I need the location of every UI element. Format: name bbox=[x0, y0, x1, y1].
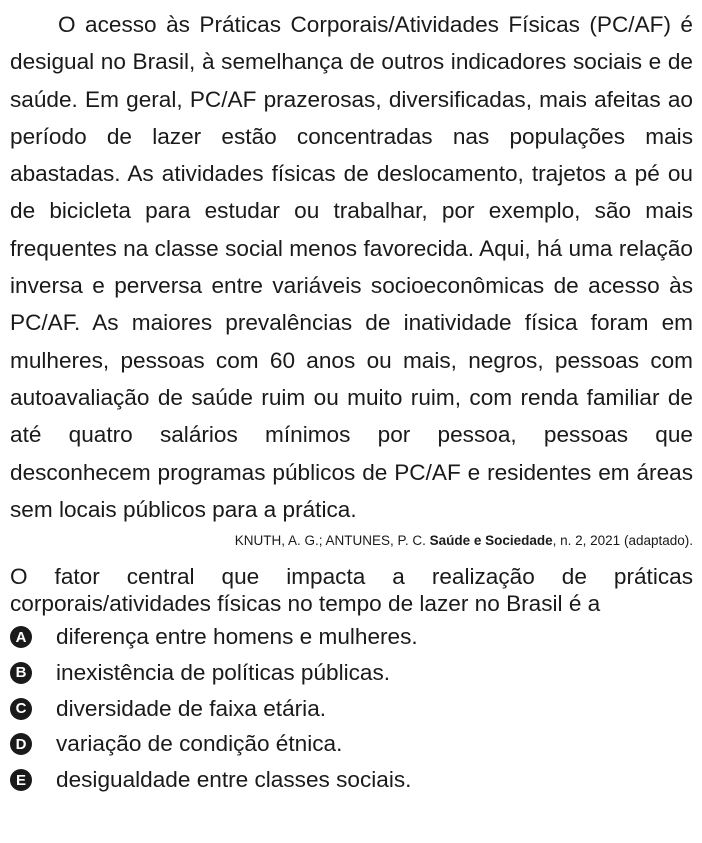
option-a-text: diferença entre homens e mulheres. bbox=[56, 624, 418, 650]
citation bbox=[10, 532, 693, 550]
passage-text: O acesso às Práticas Corporais/Atividades Físicas (PC/AF) é desigual no Brasil, à semelhança de outros indicadores sociais e de saúde. Em geral, PC/AF prazerosas, diversificadas, mais afeitas ao período de lazer estão concentradas nas populações mais abastadas. As atividades físicas de deslocamento, trajetos a pé ou de bicicleta para estudar ou trabalhar, por exemplo, são mais frequentes na classe social menos favorecida. Aqui, há uma relação inversa e perversa entre variáveis socioeconômicas de acesso às PC/AF. As maiores prevalências de inatividade física foram em mulheres, pessoas com 60 anos ou mais, negros, pessoas com autoavaliação de saúde ruim ou muito ruim, com renda familiar de até quatro salários mínimos por pessoa, pessoas que desconhecem programas públicos de PC/AF e residentes em áreas sem locais públicos para a prática. bbox=[10, 12, 693, 522]
option-b-text: inexistência de políticas públicas. bbox=[56, 659, 391, 685]
option-c[interactable] bbox=[10, 691, 693, 727]
citation-authors: KNUTH, A. G.; ANTUNES, P. C. bbox=[234, 533, 430, 549]
question-stem-line-1: O fator central que impacta a realização de práticas bbox=[10, 564, 693, 590]
option-b[interactable] bbox=[10, 655, 693, 691]
option-a[interactable] bbox=[10, 619, 693, 655]
answer-options bbox=[10, 619, 693, 798]
question-page bbox=[10, 6, 693, 798]
option-d-badge: D bbox=[10, 733, 32, 755]
question-stem-line-2: corporais/atividades físicas no tempo de lazer no Brasil é a bbox=[10, 590, 601, 616]
citation-journal: Saúde e Sociedade bbox=[429, 533, 553, 549]
option-c-text: diversidade de faixa etária. bbox=[56, 695, 327, 721]
option-d-text: variação de condição étnica. bbox=[56, 731, 343, 757]
option-d[interactable] bbox=[10, 727, 693, 763]
option-e-text: desigualdade entre classes sociais. bbox=[56, 767, 412, 793]
option-e-badge: E bbox=[10, 769, 32, 791]
option-a-badge: A bbox=[10, 626, 32, 648]
citation-details: , n. 2, 2021 (adaptado). bbox=[552, 533, 693, 549]
option-b-badge: B bbox=[10, 662, 32, 684]
option-c-badge: C bbox=[10, 698, 32, 720]
option-e[interactable] bbox=[10, 762, 693, 798]
